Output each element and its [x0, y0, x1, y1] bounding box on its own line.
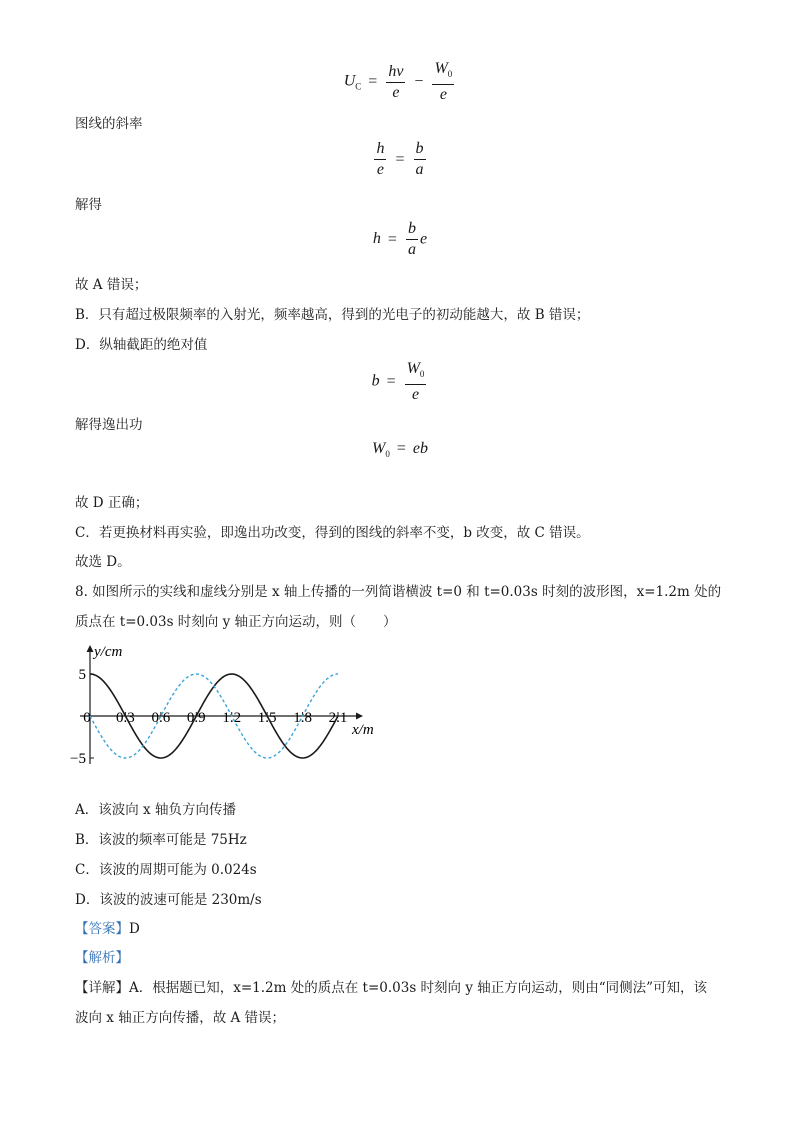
detail-line-2: 波向 x 轴正方向传播，故 A 错误；: [75, 1010, 286, 1026]
formula-uc: [0, 60, 800, 104]
x-tick-label: 1.2: [222, 710, 242, 726]
a-wrong-line: 故 A 错误；: [75, 277, 148, 293]
formula-w0: [0, 440, 800, 459]
h-frac: [406, 220, 418, 259]
d-line: D．纵轴截距的绝对值: [75, 337, 208, 353]
uc-frac2-num-sub: 0: [447, 69, 453, 79]
analysis-line: [75, 946, 129, 966]
x-tick-label: 0: [83, 710, 91, 726]
slope-frac1-num: h: [374, 140, 386, 160]
h-frac-den: a: [407, 241, 416, 258]
y-axis-arrow: [87, 645, 94, 652]
detail-line-1: [75, 976, 707, 996]
x-tick-label: 1.5: [257, 710, 277, 726]
question-8-line-1: 8. 如图所示的实线和虚线分别是 x 轴上传播的一列简谐横波 t=0 和 t=0.03s 时刻的波形图，x=1.2m 处的: [75, 584, 722, 600]
uc-lhs: U: [343, 72, 356, 90]
b-line: B．只有超过极限频率的入射光，频率越高，得到的光电子的初动能越大，故 B 错误；: [75, 307, 590, 323]
answer-line: [75, 917, 140, 937]
w0-lhs: W: [372, 440, 386, 457]
w0-eq: =: [396, 440, 406, 458]
uc-eq: =: [368, 73, 378, 90]
b-eq: =: [386, 373, 396, 390]
uc-frac2-num: W: [434, 60, 448, 77]
uc-lhs-sub: C: [355, 81, 362, 92]
d-right-line: 故 D 正确；: [75, 495, 149, 511]
x-tick-label: 0.6: [151, 710, 171, 726]
x-axis-label: x/m: [352, 722, 374, 738]
b-frac: [405, 360, 427, 404]
uc-frac1-den: e: [392, 83, 400, 101]
x-tick-label: 2.1: [328, 710, 348, 726]
b-frac-num-sub: 0: [419, 369, 425, 379]
slope-eq: =: [395, 150, 405, 168]
h-lhs: h: [372, 230, 381, 248]
slope-label: 图线的斜率: [75, 116, 143, 132]
w0-lhs-sub: 0: [385, 449, 390, 459]
uc-minus: −: [414, 73, 424, 90]
wave-chart: [60, 636, 390, 776]
c-line: C．若更换材料再实验，即逸出功改变，得到的图线的斜率不变，b 改变，故 C 错误。: [75, 525, 590, 541]
slope-frac2-den: a: [415, 161, 424, 178]
option-a: A．该波向 x 轴负方向传播: [75, 802, 236, 818]
chart-ticks: [70, 667, 347, 767]
y-tick-label: 5: [78, 667, 86, 683]
b-lhs: b: [371, 372, 380, 390]
uc-frac1: [386, 63, 405, 102]
uc-frac1-num: hν: [386, 63, 405, 83]
solve-label-2: 解得逸出功: [75, 417, 143, 433]
x-axis-arrow: [356, 713, 363, 720]
slope-frac2: [414, 140, 426, 179]
formula-slope: [0, 140, 800, 179]
detail-text-1: A．根据题已知，x=1.2m 处的质点在 t=0.03s 时刻向 y 轴正方向运动，则由“同侧法”可知，该: [129, 980, 708, 996]
x-tick-label: 1.8: [293, 710, 312, 726]
h-frac-num: b: [406, 220, 418, 240]
y-tick-label: −5: [70, 751, 86, 767]
answer-value: D: [129, 921, 140, 937]
formula-h: [0, 220, 800, 259]
option-d: D．该波的波速可能是 230m/s: [75, 892, 262, 908]
w0-rhs: eb: [412, 440, 428, 457]
h-eq: =: [387, 230, 397, 248]
b-frac-den: e: [411, 386, 420, 403]
option-c: C．该波的周期可能为 0.024s: [75, 862, 257, 878]
x-tick-label: 0.3: [116, 710, 135, 726]
uc-frac2-den: e: [439, 86, 447, 103]
b-frac-num: W: [406, 360, 420, 377]
h-tail: e: [419, 230, 428, 248]
x-tick-label: 0.9: [186, 710, 206, 726]
choose-line: 故选 D。: [75, 554, 131, 570]
slope-frac1-den: e: [376, 161, 385, 178]
solve-label-1: 解得: [75, 197, 102, 213]
formula-b: [0, 360, 800, 404]
analysis-tag: 【解析】: [75, 950, 129, 966]
slope-frac1: [374, 140, 386, 179]
uc-frac2: [432, 60, 454, 104]
option-b: B．该波的频率可能是 75Hz: [75, 832, 247, 848]
slope-frac2-num: b: [414, 140, 426, 160]
detail-tag: 【详解】: [75, 980, 129, 996]
y-axis-label: y/cm: [94, 644, 123, 660]
answer-tag: 【答案】: [75, 921, 129, 937]
question-8-line-2: 质点在 t=0.03s 时刻向 y 轴正方向运动，则（ ）: [75, 614, 397, 630]
